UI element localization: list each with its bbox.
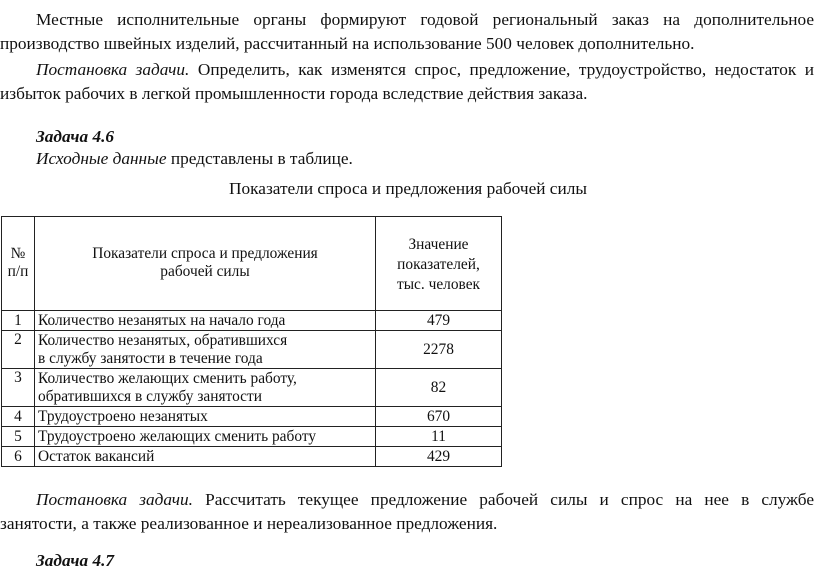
table-caption: Показатели спроса и предложения рабочей силы	[229, 179, 587, 198]
intro-line-2: производство швейных изделий, рассчитанный на использование 500 человек дополнительно.	[0, 34, 695, 53]
header-value-line-2: показателей,	[397, 256, 480, 273]
row-value: 479	[376, 311, 502, 331]
task-4-7-title: Задача 4.7	[36, 551, 115, 570]
table-row	[2, 447, 502, 467]
header-number-line-2: п/п	[7, 263, 29, 280]
header-value-line-1: Значение	[408, 236, 469, 253]
header-value	[376, 217, 502, 311]
header-number-line-1: №	[10, 245, 26, 262]
row-number: 5	[2, 427, 35, 447]
table-header-row	[2, 217, 502, 311]
labor-indicators-table	[1, 216, 502, 467]
header-value-line-3: тыс. человек	[396, 276, 481, 293]
row-indicator: Остаток вакансий	[35, 447, 376, 467]
row-number: 1	[2, 311, 35, 331]
row-indicator	[35, 331, 376, 369]
outro-paragraph	[0, 488, 814, 536]
outro-task-label: Постановка задачи.	[36, 490, 193, 509]
intro-task-label: Постановка задачи.	[36, 60, 190, 79]
intro-task-line-2: избыток рабочих в легкой промышленности города вследствие действия заказа.	[0, 84, 588, 103]
row-indicator: Трудоустроено желающих сменить работу	[35, 427, 376, 447]
outro-line-2: занятости, а также реализованное и нереализованное предложения.	[0, 514, 498, 533]
outro-line-1	[0, 488, 814, 512]
header-indicator-line-2: рабочей силы	[160, 263, 250, 280]
row-number: 2	[2, 331, 35, 369]
table-row	[2, 369, 502, 407]
row-indicator: Трудоустроено незанятых	[35, 407, 376, 427]
row-indicator	[35, 369, 376, 407]
task-4-6-title: Задача 4.6	[36, 127, 115, 146]
intro-task-line-1	[0, 58, 814, 82]
row-indicator-line-1: Количество желающих сменить работу,	[38, 369, 297, 387]
row-value: 82	[376, 369, 502, 407]
row-number: 6	[2, 447, 35, 467]
task-4-6-source	[36, 148, 353, 170]
row-indicator-line-2: в службу занятости в течение года	[38, 349, 263, 367]
intro-line-1: Местные исполнительные органы формируют годовой региональный заказ на дополнительное	[36, 10, 814, 29]
row-number: 4	[2, 407, 35, 427]
row-indicator-line-2: обратившихся в службу занятости	[38, 387, 262, 405]
source-label: Исходные данные	[36, 149, 167, 168]
header-number	[2, 217, 35, 311]
table-row	[2, 311, 502, 331]
row-value: 2278	[376, 331, 502, 369]
row-indicator: Количество незанятых на начало года	[35, 311, 376, 331]
intro-task-text: Определить, как изменятся спрос, предложение, трудоустройство, недостаток и	[189, 60, 814, 79]
intro-paragraph	[0, 8, 814, 56]
intro-task-paragraph	[0, 58, 814, 106]
row-number: 3	[2, 369, 35, 407]
row-value: 429	[376, 447, 502, 467]
table-row	[2, 331, 502, 369]
header-indicator	[35, 217, 376, 311]
source-text: представлены в таблице.	[166, 149, 353, 168]
table-row	[2, 427, 502, 447]
header-indicator-line-1: Показатели спроса и предложения	[92, 245, 318, 262]
row-indicator-line-1: Количество незанятых, обратившихся	[38, 331, 288, 349]
table-row	[2, 407, 502, 427]
row-value: 11	[376, 427, 502, 447]
row-value: 670	[376, 407, 502, 427]
outro-task-text: Рассчитать текущее предложение рабочей силы и спрос на нее в службе	[193, 490, 814, 509]
